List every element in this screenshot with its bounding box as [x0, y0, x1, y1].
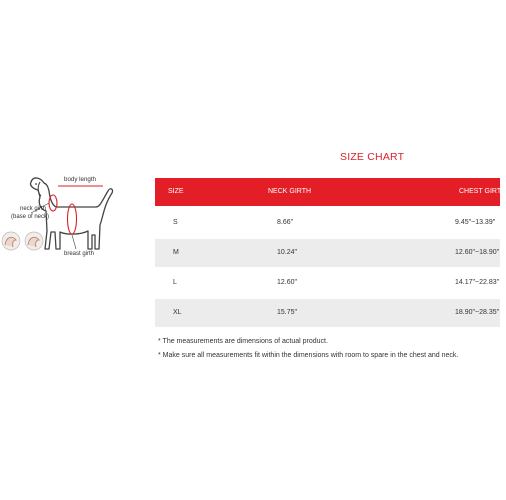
cell-chest: 9.45"~13.39" — [455, 219, 496, 226]
note-actual-dimensions: * The measurements are dimensions of actual product. — [158, 338, 328, 345]
cell-neck: 15.75" — [277, 309, 298, 316]
neck-detail-circle-left — [2, 232, 20, 250]
label-breast-girth: breast girth — [64, 251, 95, 257]
label-neck-girth: neck girth — [20, 206, 47, 212]
table-row — [155, 239, 500, 267]
header-size: SIZE — [168, 188, 184, 195]
cell-chest: 12.60"~18.90" — [455, 249, 500, 256]
header-chest-girth: CHEST GIRTH — [459, 188, 506, 195]
table-row — [155, 269, 500, 297]
cell-chest: 14.17"~22.83" — [455, 279, 500, 286]
dog-measurement-illustration — [0, 165, 125, 290]
cell-neck: 8.66" — [277, 219, 294, 226]
cell-neck: 12.60" — [277, 279, 298, 286]
cell-size: M — [173, 249, 179, 256]
cell-neck: 10.24" — [277, 249, 298, 256]
neck-detail-circle-right — [25, 232, 43, 250]
size-chart-title: SIZE CHART — [340, 151, 405, 163]
size-table-header — [155, 178, 506, 206]
cell-size: XL — [173, 309, 182, 316]
cell-size: S — [173, 219, 178, 226]
label-base-of-neck: (base of neck) — [11, 214, 50, 220]
table-row — [155, 209, 500, 237]
label-body-length: body length — [64, 176, 96, 183]
header-neck-girth: NECK GIRTH — [268, 188, 312, 195]
note-room-to-spare: * Make sure all measurements fit within the dimensions with room to spare in the chest and neck. — [158, 352, 459, 359]
cell-chest: 18.90"~28.35" — [455, 309, 500, 316]
table-row — [155, 299, 500, 327]
cell-size: L — [173, 279, 177, 286]
